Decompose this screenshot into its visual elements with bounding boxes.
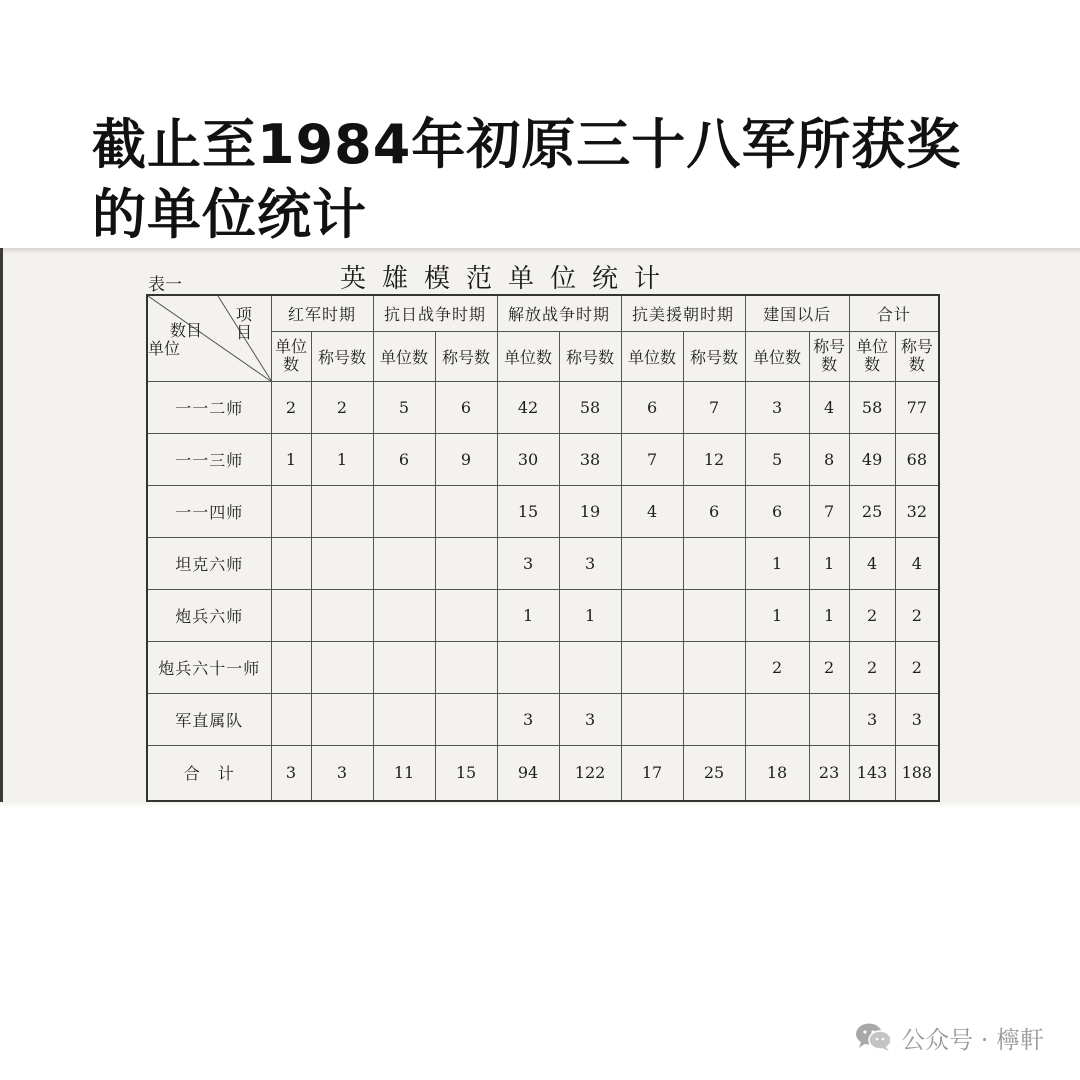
- table-cell: [683, 537, 745, 589]
- table-cell: 2: [745, 641, 809, 693]
- table-cell: 188: [895, 745, 939, 801]
- table-cell: 1: [745, 589, 809, 641]
- table-cell: [435, 537, 497, 589]
- sub-header-units: 单位数: [497, 331, 559, 381]
- sub-header-units: 单位数: [271, 331, 311, 381]
- total-row: [147, 745, 939, 801]
- group-header-post-1949: 建国以后: [745, 295, 849, 331]
- table-cell: [621, 589, 683, 641]
- table-cell: 2: [271, 381, 311, 433]
- group-header-red-army: 红军时期: [271, 295, 373, 331]
- table-cell: 4: [895, 537, 939, 589]
- table-cell: 2: [849, 641, 895, 693]
- table-cell: 143: [849, 745, 895, 801]
- total-label: 合 计: [147, 745, 271, 801]
- group-header-total: 合计: [849, 295, 939, 331]
- photo-edge-bottom: [0, 802, 1080, 808]
- table-cell: 4: [849, 537, 895, 589]
- sub-header-units: 单位数: [621, 331, 683, 381]
- table-cell: [271, 693, 311, 745]
- headline-line-1: 截止至1984年初原三十八军所获奖: [92, 113, 962, 176]
- table-cell: 68: [895, 433, 939, 485]
- table-cell: 1: [809, 537, 849, 589]
- watermark: [855, 1020, 1044, 1054]
- table-cell: 3: [745, 381, 809, 433]
- table-cell: 5: [745, 433, 809, 485]
- table-row: [147, 485, 939, 537]
- sub-header-units: 单位数: [373, 331, 435, 381]
- table-cell: [621, 641, 683, 693]
- table-cell: 1: [271, 433, 311, 485]
- table-cell: 12: [683, 433, 745, 485]
- table-cell: 1: [497, 589, 559, 641]
- table-cell: [809, 693, 849, 745]
- row-unit-name: 一一四师: [147, 485, 271, 537]
- table-cell: 58: [849, 381, 895, 433]
- sub-header-units: 单位数: [849, 331, 895, 381]
- sub-header-titles: 称号数: [311, 331, 373, 381]
- sub-header-units: 单位数: [745, 331, 809, 381]
- table-row: [147, 537, 939, 589]
- sub-header-titles: 称号数: [683, 331, 745, 381]
- table-cell: [311, 589, 373, 641]
- table-cell: 49: [849, 433, 895, 485]
- table-cell: 7: [621, 433, 683, 485]
- row-unit-name: 炮兵六十一师: [147, 641, 271, 693]
- table-cell: 77: [895, 381, 939, 433]
- table-cell: [435, 641, 497, 693]
- table-cell: 15: [497, 485, 559, 537]
- table-row: [147, 693, 939, 745]
- table-cell: 3: [497, 537, 559, 589]
- table-cell: 18: [745, 745, 809, 801]
- table-cell: 3: [895, 693, 939, 745]
- table-row: [147, 641, 939, 693]
- sub-header-titles: 称号数: [435, 331, 497, 381]
- table-cell: [271, 641, 311, 693]
- table-body: [147, 381, 939, 801]
- table-title: 英雄模范单位统计: [340, 264, 677, 294]
- table-cell: 17: [621, 745, 683, 801]
- table-cell: [311, 537, 373, 589]
- corner-cell: [147, 295, 271, 381]
- table-cell: 4: [621, 485, 683, 537]
- group-header-liberation: 解放战争时期: [497, 295, 621, 331]
- table-cell: 6: [621, 381, 683, 433]
- table-cell: [373, 485, 435, 537]
- hero-units-table: [146, 294, 940, 802]
- row-unit-name: 炮兵六师: [147, 589, 271, 641]
- table-cell: [373, 693, 435, 745]
- table-cell: [559, 641, 621, 693]
- row-unit-name: 一一二师: [147, 381, 271, 433]
- table-row: [147, 381, 939, 433]
- table-cell: [271, 537, 311, 589]
- table-cell: [683, 589, 745, 641]
- table-cell: 2: [895, 589, 939, 641]
- table-cell: [745, 693, 809, 745]
- table-cell: 11: [373, 745, 435, 801]
- table-cell: 3: [559, 537, 621, 589]
- table-cell: 15: [435, 745, 497, 801]
- watermark-text: 公众号 · 檸軒: [901, 1025, 1044, 1054]
- corner-label-bottom-left: 单位: [148, 339, 181, 358]
- table-row: [147, 589, 939, 641]
- table-cell: [435, 693, 497, 745]
- photo-edge-top: [0, 248, 1080, 254]
- table-cell: 6: [373, 433, 435, 485]
- table-cell: [311, 693, 373, 745]
- table-row: [147, 433, 939, 485]
- row-unit-name: 一一三师: [147, 433, 271, 485]
- table-cell: [435, 485, 497, 537]
- table-cell: 30: [497, 433, 559, 485]
- table-cell: 19: [559, 485, 621, 537]
- table-cell: 7: [683, 381, 745, 433]
- row-unit-name: 军直属队: [147, 693, 271, 745]
- corner-label-top-right: 项目: [235, 305, 252, 342]
- table-cell: [621, 537, 683, 589]
- table-cell: [435, 589, 497, 641]
- table-cell: 58: [559, 381, 621, 433]
- table-cell: 6: [683, 485, 745, 537]
- group-header-anti-japanese: 抗日战争时期: [373, 295, 497, 331]
- table-cell: 42: [497, 381, 559, 433]
- sub-header-titles: 称号数: [809, 331, 849, 381]
- table-cell: 3: [271, 745, 311, 801]
- table-cell: 4: [809, 381, 849, 433]
- corner-label-middle: 数目: [170, 321, 203, 340]
- table-cell: 1: [311, 433, 373, 485]
- table-cell: [373, 589, 435, 641]
- table-cell: 3: [559, 693, 621, 745]
- table-cell: 3: [849, 693, 895, 745]
- table-cell: 3: [311, 745, 373, 801]
- photo-edge-left: [0, 248, 3, 808]
- table-cell: 8: [809, 433, 849, 485]
- sub-header-titles: 称号数: [559, 331, 621, 381]
- row-unit-name: 坦克六师: [147, 537, 271, 589]
- table-cell: [373, 537, 435, 589]
- wechat-icon: [855, 1022, 893, 1052]
- table-cell: 23: [809, 745, 849, 801]
- table-cell: [373, 641, 435, 693]
- headline: [92, 110, 992, 250]
- table-cell: 94: [497, 745, 559, 801]
- table-cell: 6: [435, 381, 497, 433]
- table-cell: 2: [849, 589, 895, 641]
- table-cell: 122: [559, 745, 621, 801]
- table-cell: [621, 693, 683, 745]
- table-cell: 2: [311, 381, 373, 433]
- table-cell: 25: [683, 745, 745, 801]
- table-cell: 6: [745, 485, 809, 537]
- table-cell: 1: [559, 589, 621, 641]
- header-row-groups: [147, 295, 939, 331]
- table-cell: [271, 589, 311, 641]
- group-header-korea: 抗美援朝时期: [621, 295, 745, 331]
- table-cell: [497, 641, 559, 693]
- table-cell: 1: [809, 589, 849, 641]
- table-cell: [311, 641, 373, 693]
- headline-line-2: 的单位统计: [92, 183, 367, 246]
- table-cell: 2: [895, 641, 939, 693]
- table-cell: 5: [373, 381, 435, 433]
- table-cell: 32: [895, 485, 939, 537]
- table-cell: [271, 485, 311, 537]
- table-cell: [683, 693, 745, 745]
- table-cell: 7: [809, 485, 849, 537]
- table-cell: 3: [497, 693, 559, 745]
- table-cell: 25: [849, 485, 895, 537]
- table-label: 表一: [148, 275, 182, 295]
- table-cell: 38: [559, 433, 621, 485]
- table-cell: [683, 641, 745, 693]
- sub-header-titles: 称号数: [895, 331, 939, 381]
- table-cell: 1: [745, 537, 809, 589]
- table-cell: 2: [809, 641, 849, 693]
- table-cell: [311, 485, 373, 537]
- table-cell: 9: [435, 433, 497, 485]
